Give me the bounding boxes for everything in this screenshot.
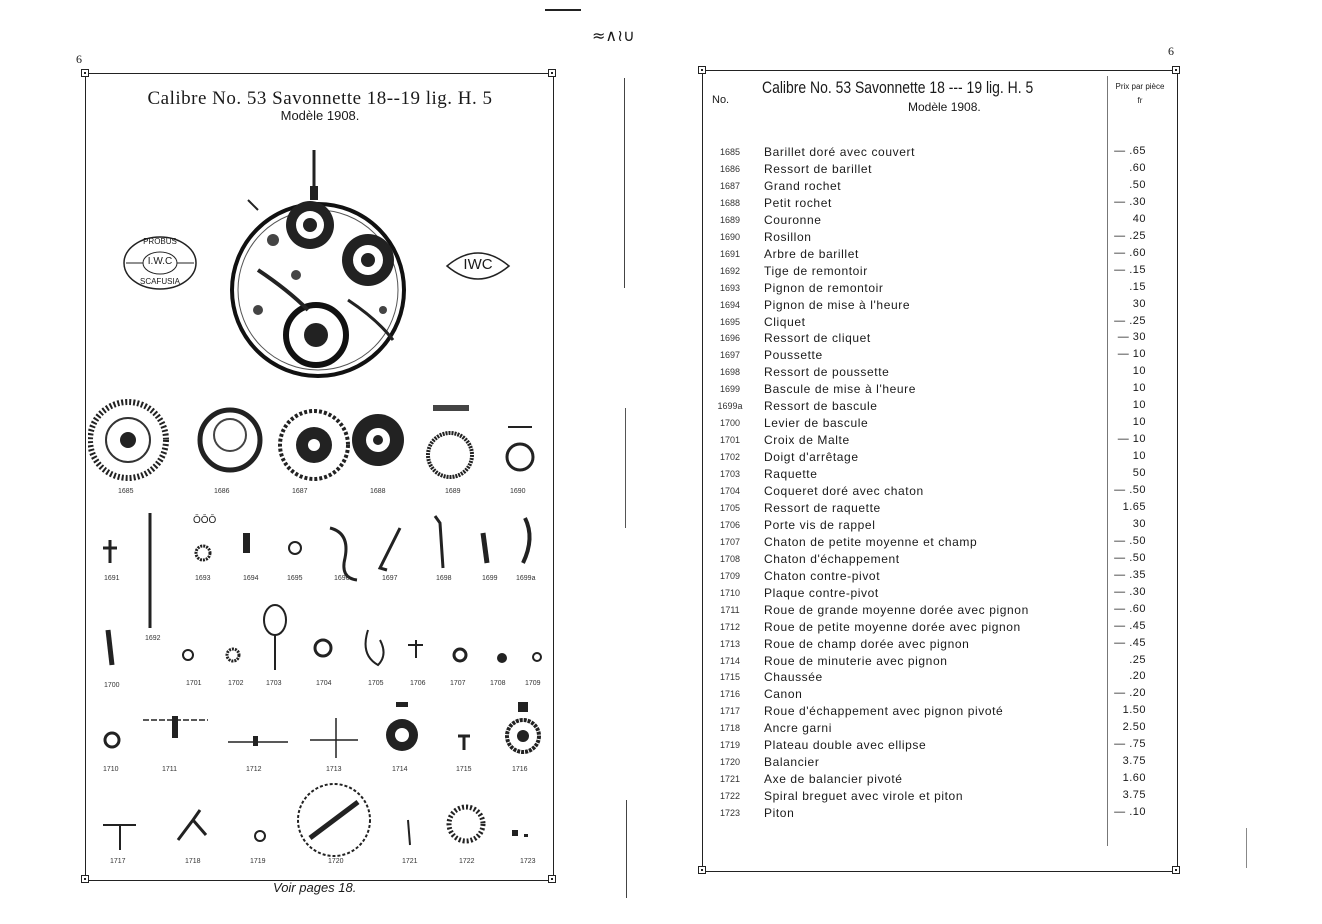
part-price: — .50 bbox=[1114, 484, 1146, 496]
fig-label-1720: 1720 bbox=[328, 858, 344, 865]
part-description: Porte vis de rappel bbox=[764, 517, 876, 532]
part-price: — .50 bbox=[1114, 551, 1146, 564]
part-number: 1693 bbox=[719, 282, 741, 293]
part-description: Coqueret doré avec chaton bbox=[764, 484, 924, 498]
fig-label-1690: 1690 bbox=[510, 488, 526, 495]
part-price: — .60 bbox=[1114, 246, 1146, 259]
fig-label-1694: 1694 bbox=[243, 575, 259, 582]
part-number: 1716 bbox=[719, 689, 741, 700]
part-description: Doigt d'arrêtage bbox=[764, 450, 859, 465]
table-row bbox=[706, 162, 1146, 179]
fig-label-1689: 1689 bbox=[445, 488, 461, 495]
right-frame-corner bbox=[698, 866, 706, 874]
part-number: 1690 bbox=[719, 231, 741, 242]
fig-label-1698: 1698 bbox=[436, 575, 452, 582]
left-frame-corner bbox=[548, 875, 556, 883]
part-number: 1711 bbox=[720, 604, 740, 615]
part-number: 1710 bbox=[719, 587, 741, 598]
column-header-no: No. bbox=[712, 94, 730, 106]
table-row bbox=[706, 247, 1146, 264]
part-description: Piton bbox=[764, 806, 795, 821]
table-row bbox=[706, 586, 1146, 603]
part-price: .60 bbox=[1129, 161, 1146, 174]
fig-label-1707: 1707 bbox=[450, 680, 466, 687]
part-number: 1694 bbox=[719, 299, 741, 310]
fig-label-1721: 1721 bbox=[402, 858, 418, 865]
part-number: 1714 bbox=[719, 655, 741, 666]
table-row bbox=[706, 704, 1146, 721]
part-number: 1701 bbox=[719, 435, 741, 446]
part-description: Chaton de petite moyenne et champ bbox=[764, 534, 978, 549]
part-price: .50 bbox=[1129, 178, 1146, 191]
table-row bbox=[706, 230, 1146, 247]
fig-label-1708: 1708 bbox=[490, 680, 506, 687]
table-row bbox=[706, 281, 1146, 298]
fig-label-1711: 1711 bbox=[162, 766, 178, 773]
table-row bbox=[706, 721, 1146, 738]
table-row bbox=[706, 603, 1146, 620]
part-price: — 10 bbox=[1117, 348, 1146, 361]
fig-label-1695: 1695 bbox=[287, 575, 303, 582]
part-number: 1700 bbox=[719, 418, 741, 429]
part-description: Roue de champ dorée avec pignon bbox=[764, 636, 970, 651]
part-price: 10 bbox=[1132, 382, 1146, 395]
table-row bbox=[706, 670, 1146, 687]
binding-line-mid bbox=[625, 408, 626, 528]
part-description: Chaton contre-pivot bbox=[764, 568, 881, 583]
fig-label-1702: 1702 bbox=[228, 680, 244, 687]
table-row bbox=[706, 298, 1146, 315]
fig-label-1685: 1685 bbox=[118, 488, 134, 495]
part-description: Grand rochet bbox=[764, 178, 842, 193]
see-pages-note: Voir pages 18. bbox=[273, 880, 357, 895]
part-price: 10 bbox=[1132, 365, 1146, 378]
fig-label-1696: 1696 bbox=[334, 575, 350, 582]
part-price: — .15 bbox=[1114, 263, 1146, 276]
part-description: Roue de minuterie avec pignon bbox=[764, 653, 948, 668]
table-row bbox=[706, 789, 1146, 806]
part-price: 2.50 bbox=[1122, 721, 1146, 734]
table-row bbox=[706, 518, 1146, 535]
part-number: 1692 bbox=[719, 265, 741, 276]
part-price: 1.65 bbox=[1122, 500, 1146, 513]
table-row bbox=[706, 552, 1146, 569]
part-price: — .10 bbox=[1114, 806, 1146, 819]
fig-label-1697: 1697 bbox=[382, 575, 398, 582]
part-description: Roue de grande moyenne dorée avec pignon bbox=[764, 602, 1029, 617]
part-price: — .25 bbox=[1114, 229, 1146, 242]
part-description: Poussette bbox=[764, 348, 823, 363]
fig-label-1693: 1693 bbox=[195, 575, 211, 582]
part-number: 1703 bbox=[719, 469, 741, 480]
fig-label-1713: 1713 bbox=[326, 766, 342, 773]
part-description: Bascule de mise à l'heure bbox=[764, 382, 917, 397]
table-row bbox=[706, 450, 1146, 467]
part-price: — .30 bbox=[1114, 195, 1146, 208]
part-description: Ressort de barillet bbox=[764, 161, 873, 176]
part-number: 1722 bbox=[719, 791, 741, 802]
iwc-text: IWC bbox=[463, 256, 493, 273]
part-price: — .20 bbox=[1114, 687, 1146, 700]
fig-label-1712: 1712 bbox=[246, 766, 262, 773]
part-price: — .45 bbox=[1114, 619, 1146, 632]
table-row bbox=[706, 484, 1146, 501]
part-price: 40 bbox=[1132, 212, 1146, 225]
table-row bbox=[706, 501, 1146, 518]
fig-label-1688: 1688 bbox=[370, 488, 386, 495]
part-number: 1699 bbox=[719, 384, 741, 395]
part-number: 1699a bbox=[717, 401, 743, 412]
part-number: 1685 bbox=[719, 147, 741, 157]
part-description: Petit rochet bbox=[764, 195, 832, 210]
part-price: — .65 bbox=[1114, 145, 1146, 157]
part-description: Ressort de cliquet bbox=[764, 331, 871, 346]
binding-line-bottom bbox=[626, 800, 627, 898]
part-number: 1697 bbox=[719, 350, 741, 361]
fig-label-1716: 1716 bbox=[512, 766, 528, 773]
part-price: 50 bbox=[1132, 467, 1146, 480]
fig-label-1722: 1722 bbox=[459, 858, 475, 865]
part-number: 1723 bbox=[719, 808, 741, 819]
right-margin-mark bbox=[1246, 828, 1247, 868]
right-frame-corner bbox=[1172, 66, 1180, 74]
part-number: 1705 bbox=[719, 502, 741, 513]
part-number: 1695 bbox=[719, 316, 741, 327]
table-row bbox=[706, 196, 1146, 213]
fig-label-1706: 1706 bbox=[410, 680, 426, 687]
fig-label-1700: 1700 bbox=[104, 682, 120, 689]
fig-label-1686: 1686 bbox=[214, 488, 230, 495]
part-number: 1686 bbox=[719, 163, 741, 174]
part-price: .20 bbox=[1129, 670, 1146, 683]
left-frame-corner bbox=[548, 69, 556, 77]
part-description: Croix de Malte bbox=[764, 433, 850, 448]
right-frame-corner bbox=[698, 66, 706, 74]
parts-row-5 bbox=[98, 780, 548, 858]
left-page-title: Calibre No. 53 Savonnette 18--19 lig. H. 5 bbox=[147, 88, 493, 109]
part-number: 1687 bbox=[719, 180, 741, 191]
part-number: 1712 bbox=[719, 621, 741, 632]
part-description: Plaque contre-pivot bbox=[764, 585, 879, 600]
fig-label-1718: 1718 bbox=[185, 858, 201, 865]
left-page-number: 6 bbox=[76, 52, 82, 66]
scafusia-text: SCAFUSIA bbox=[139, 277, 180, 286]
part-description: Axe de balancier pivoté bbox=[764, 772, 903, 787]
fig-label-1717: 1717 bbox=[110, 858, 126, 865]
part-description: Balancier bbox=[764, 755, 820, 770]
part-number: 1691 bbox=[719, 248, 741, 259]
fig-label-1699: 1699 bbox=[482, 575, 498, 582]
part-number: 1717 bbox=[719, 706, 741, 717]
part-description: Chaton d'échappement bbox=[764, 551, 900, 566]
part-description: Chaussée bbox=[764, 670, 823, 685]
table-row bbox=[706, 213, 1146, 230]
left-frame-corner bbox=[81, 875, 89, 883]
part-number: 1708 bbox=[719, 553, 741, 564]
fig-label-1692: 1692 bbox=[145, 635, 161, 642]
fig-label-1704: 1704 bbox=[316, 680, 332, 687]
part-number: 1698 bbox=[719, 367, 741, 378]
right-page-subtitle: Modèle 1908. bbox=[908, 100, 981, 114]
probus-logo bbox=[122, 235, 198, 291]
svg-text:ŌŌŌ: ŌŌŌ bbox=[193, 515, 217, 526]
fig-label-1705: 1705 bbox=[368, 680, 384, 687]
part-description: Cliquet bbox=[764, 314, 806, 329]
parts-row-4 bbox=[98, 698, 548, 766]
top-rule bbox=[545, 9, 581, 11]
fig-label-1715: 1715 bbox=[456, 766, 472, 773]
part-number: 1709 bbox=[719, 570, 741, 581]
part-price: — .30 bbox=[1114, 585, 1146, 598]
part-price: 3.75 bbox=[1122, 755, 1146, 768]
iwc-logo bbox=[445, 246, 511, 286]
part-description: Rosillon bbox=[764, 229, 812, 244]
part-number: 1702 bbox=[719, 452, 741, 463]
header-scribble: ≈∧≀∪ bbox=[592, 26, 635, 45]
table-row bbox=[706, 806, 1146, 823]
fig-label-1710: 1710 bbox=[103, 766, 119, 773]
price-header-unit: fr bbox=[1137, 96, 1143, 105]
part-description: Barillet doré avec couvert bbox=[764, 145, 915, 159]
part-price: 30 bbox=[1132, 517, 1146, 530]
part-number: 1707 bbox=[719, 536, 741, 547]
part-description: Roue d'échappement avec pignon pivoté bbox=[764, 704, 1004, 719]
fig-label-1719: 1719 bbox=[250, 858, 266, 865]
part-price: 10 bbox=[1132, 416, 1146, 429]
binding-line-top bbox=[624, 78, 625, 288]
right-page-number: 6 bbox=[1168, 44, 1174, 58]
part-number: 1715 bbox=[719, 672, 741, 683]
part-price: — .75 bbox=[1114, 738, 1146, 751]
fig-label-1714: 1714 bbox=[392, 766, 408, 773]
left-page-subtitle: Modèle 1908. bbox=[280, 108, 360, 123]
part-number: 1718 bbox=[719, 723, 741, 734]
part-description: Spiral breguet avec virole et piton bbox=[764, 789, 964, 804]
part-number: 1719 bbox=[719, 740, 741, 751]
fig-label-1723: 1723 bbox=[520, 858, 536, 865]
part-price: 1.60 bbox=[1122, 772, 1146, 785]
table-row bbox=[706, 365, 1146, 382]
part-number: 1720 bbox=[719, 757, 741, 768]
table-row bbox=[706, 755, 1146, 772]
part-description: Plateau double avec ellipse bbox=[764, 738, 927, 753]
part-description: Levier de bascule bbox=[764, 416, 869, 431]
table-row bbox=[706, 654, 1146, 671]
part-number: 1689 bbox=[719, 214, 741, 225]
part-number: 1713 bbox=[719, 638, 741, 649]
part-number: 1696 bbox=[719, 333, 741, 344]
table-row bbox=[706, 145, 1146, 162]
part-price: — 10 bbox=[1117, 433, 1146, 446]
part-description: Couronne bbox=[764, 212, 822, 227]
part-number: 1706 bbox=[719, 519, 741, 530]
part-description: Arbre de barillet bbox=[764, 246, 859, 261]
movement-illustration bbox=[218, 140, 418, 380]
part-description: Tige de remontoir bbox=[764, 263, 868, 278]
fig-label-1687: 1687 bbox=[292, 488, 308, 495]
right-frame-corner bbox=[1172, 866, 1180, 874]
part-description: Roue de petite moyenne dorée avec pignon bbox=[764, 619, 1021, 634]
table-row bbox=[706, 772, 1146, 789]
part-price: 10 bbox=[1132, 399, 1146, 412]
fig-label-1709: 1709 bbox=[525, 680, 541, 687]
part-price: 10 bbox=[1132, 450, 1146, 463]
part-price: 30 bbox=[1132, 297, 1146, 310]
parts-row-1 bbox=[88, 395, 548, 490]
fig-label-1703: 1703 bbox=[266, 680, 282, 687]
part-price: — .50 bbox=[1114, 534, 1146, 547]
table-row bbox=[706, 535, 1146, 552]
table-row bbox=[706, 620, 1146, 637]
part-description: Ressort de bascule bbox=[764, 399, 878, 414]
table-row bbox=[706, 416, 1146, 433]
part-number: 1721 bbox=[719, 774, 741, 785]
part-price: — .25 bbox=[1114, 314, 1146, 327]
table-row bbox=[706, 264, 1146, 281]
table-row bbox=[706, 179, 1146, 196]
left-frame-corner bbox=[81, 69, 89, 77]
part-number: 1688 bbox=[719, 197, 741, 208]
part-price: — .45 bbox=[1114, 636, 1146, 649]
table-row bbox=[706, 315, 1146, 332]
parts-row-3 bbox=[98, 600, 548, 680]
table-row bbox=[706, 467, 1146, 484]
part-description: Ressort de poussette bbox=[764, 365, 890, 380]
part-description: Ancre garni bbox=[764, 721, 832, 736]
table-row bbox=[706, 687, 1146, 704]
part-number: 1704 bbox=[719, 486, 741, 496]
part-description: Ressort de raquette bbox=[764, 500, 881, 515]
part-price: — .60 bbox=[1114, 602, 1146, 615]
part-price: 3.75 bbox=[1122, 789, 1146, 802]
part-price: .15 bbox=[1129, 280, 1146, 293]
table-row bbox=[706, 637, 1146, 654]
table-row bbox=[706, 382, 1146, 399]
part-description: Pignon de remontoir bbox=[764, 280, 884, 295]
part-price: .25 bbox=[1129, 653, 1146, 666]
part-description: Canon bbox=[764, 687, 803, 702]
table-row bbox=[706, 399, 1146, 416]
part-price: — 30 bbox=[1117, 331, 1146, 344]
table-row bbox=[706, 433, 1146, 450]
part-price: 1.50 bbox=[1122, 704, 1146, 717]
price-header: Prix par pièce bbox=[1115, 82, 1165, 91]
table-row bbox=[706, 738, 1146, 755]
fig-label-1701: 1701 bbox=[186, 680, 202, 687]
table-row bbox=[706, 569, 1146, 586]
fig-label-1691: 1691 bbox=[104, 575, 120, 582]
probus-text: PROBUS bbox=[143, 237, 177, 246]
fig-label-1699a: 1699a bbox=[516, 575, 536, 582]
part-description: Pignon de mise à l'heure bbox=[764, 297, 911, 312]
right-page-title: Calibre No. 53 Savonnette 18 --- 19 lig. H. 5 bbox=[762, 78, 1034, 97]
part-price: — .35 bbox=[1114, 568, 1146, 581]
table-row bbox=[706, 331, 1146, 348]
table-row bbox=[706, 348, 1146, 365]
iwc-dotted-text: I.W.C bbox=[147, 256, 173, 267]
part-description: Raquette bbox=[764, 467, 818, 482]
